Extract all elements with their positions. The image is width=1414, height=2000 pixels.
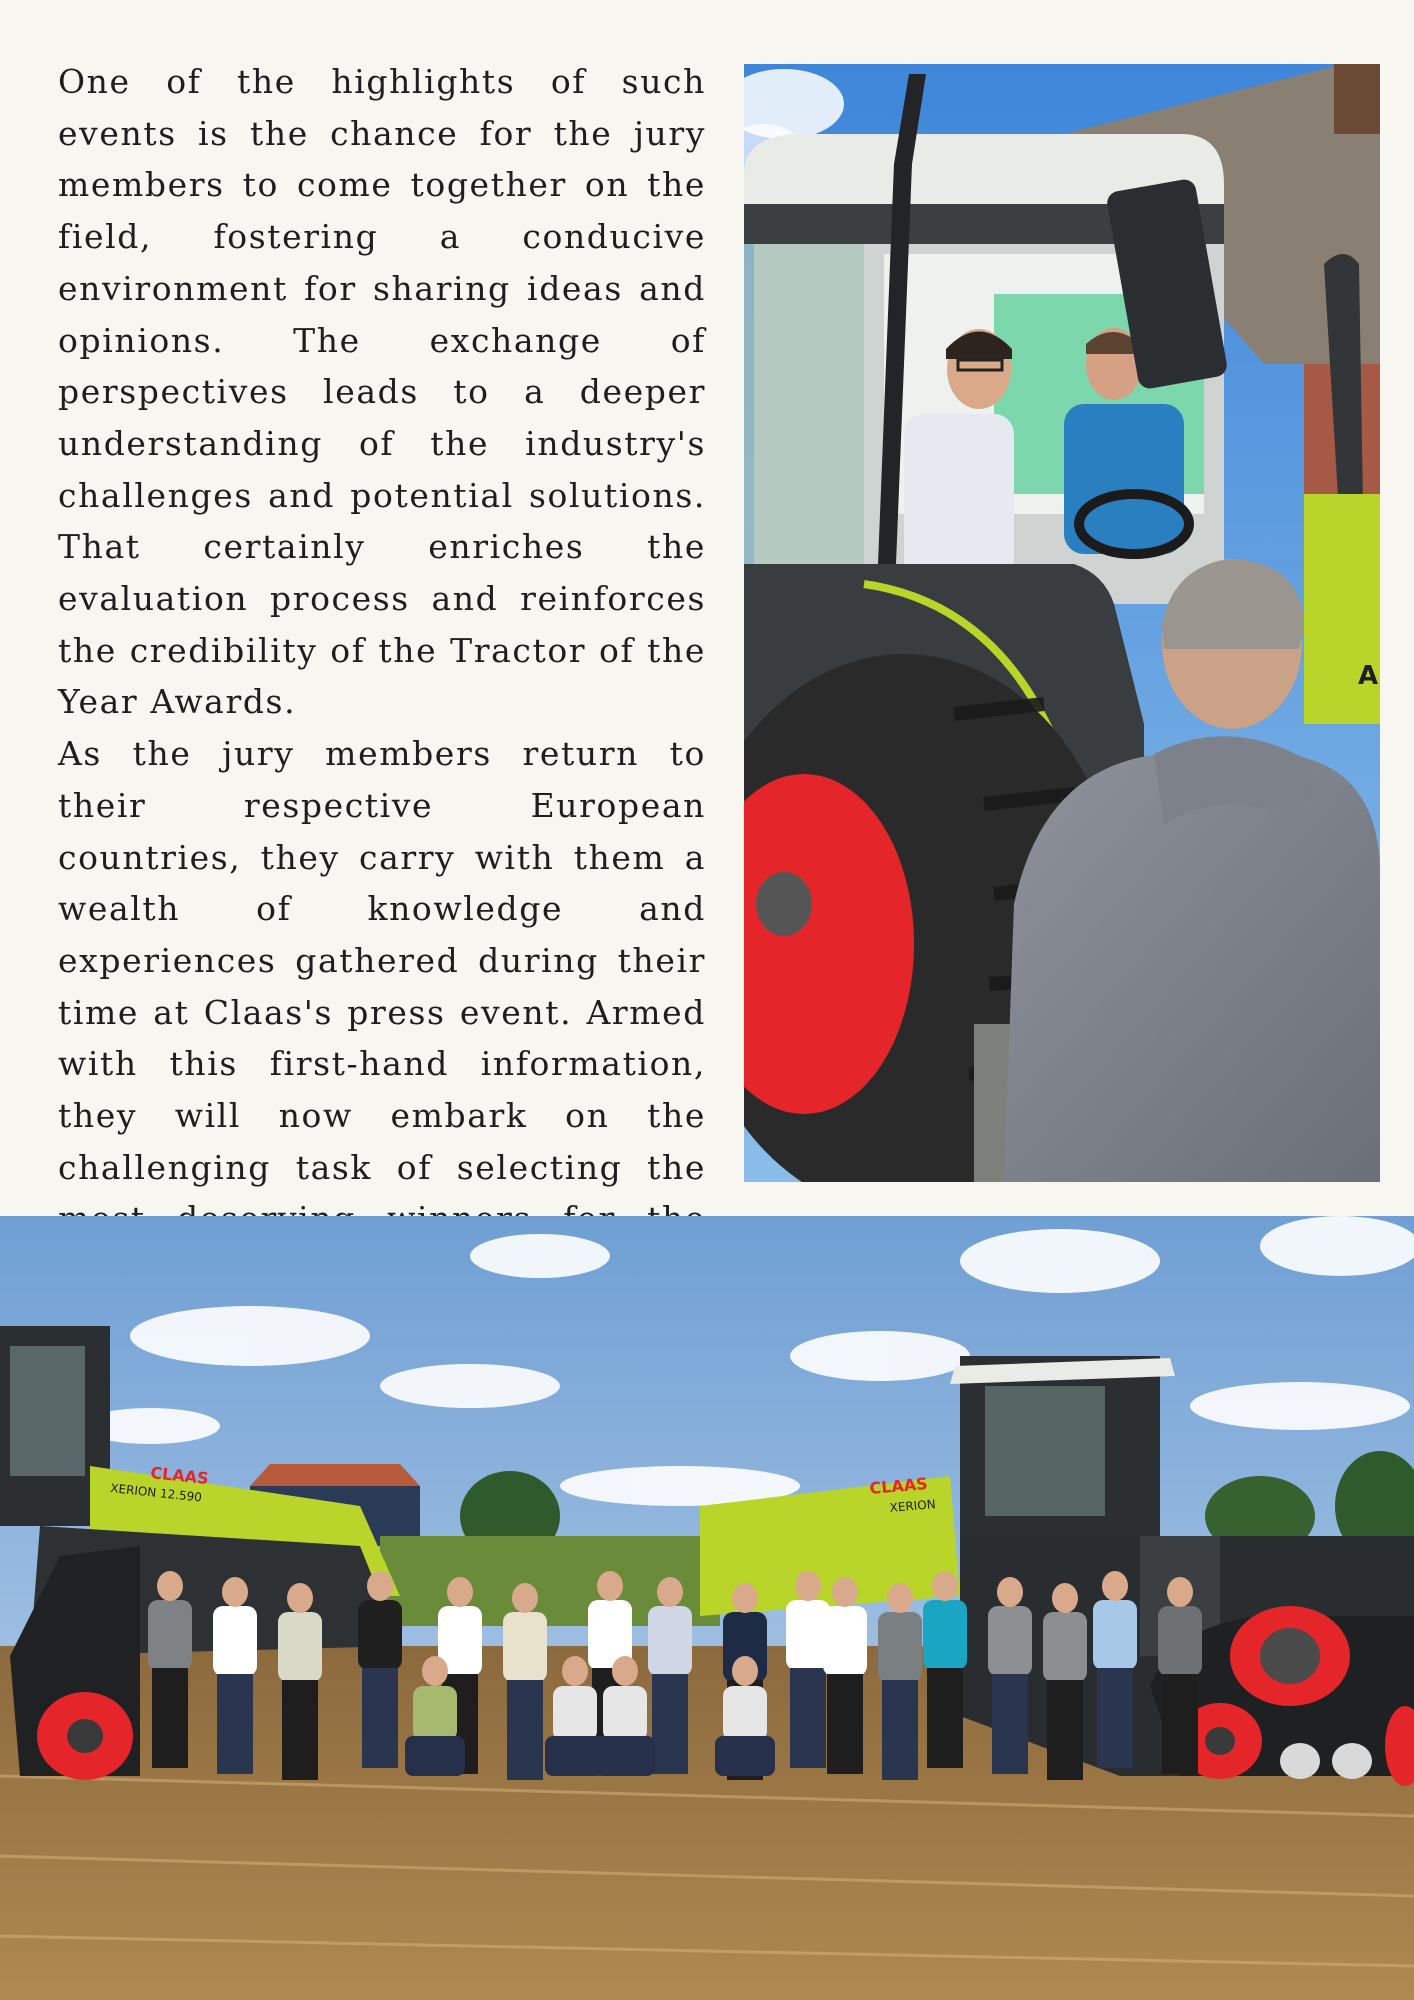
article-paragraph: As the jury members return to their respective European countries, they carry with them a wealth of knowledge and experiences gathered during their time at Claas's press event. Armed with this first-hand information, they will now embark on the challenging task of selecting the: [58, 734, 706, 1187]
tractor-cab-illustration: [744, 64, 1380, 1182]
jury-group-photo: [0, 1216, 1414, 2000]
article-paragraph: One of the highlights of such events is the chance for the jury members to come together on the field, fostering a conducive environment for sharing ideas and opinions. The exchange of perspectives leads to a deeper understanding of the industry's challenges and potential solutions. That certainly enriches the evaluation process and reinforces the credibility of the Tractor of the Year Awards.: [58, 62, 706, 722]
tractor-brand-left: CLAAS: [149, 1463, 210, 1489]
group-photo-illustration: [0, 1216, 1414, 2000]
tractor-model-left: XERION 12.590: [109, 1481, 203, 1505]
tractor-brand-right: CLAAS: [868, 1473, 929, 1498]
brand-mark: A: [1358, 661, 1379, 691]
tractor-model-right: XERION: [889, 1497, 937, 1515]
article-text: [58, 56, 706, 1297]
tractor-cab-photo: [744, 64, 1380, 1182]
